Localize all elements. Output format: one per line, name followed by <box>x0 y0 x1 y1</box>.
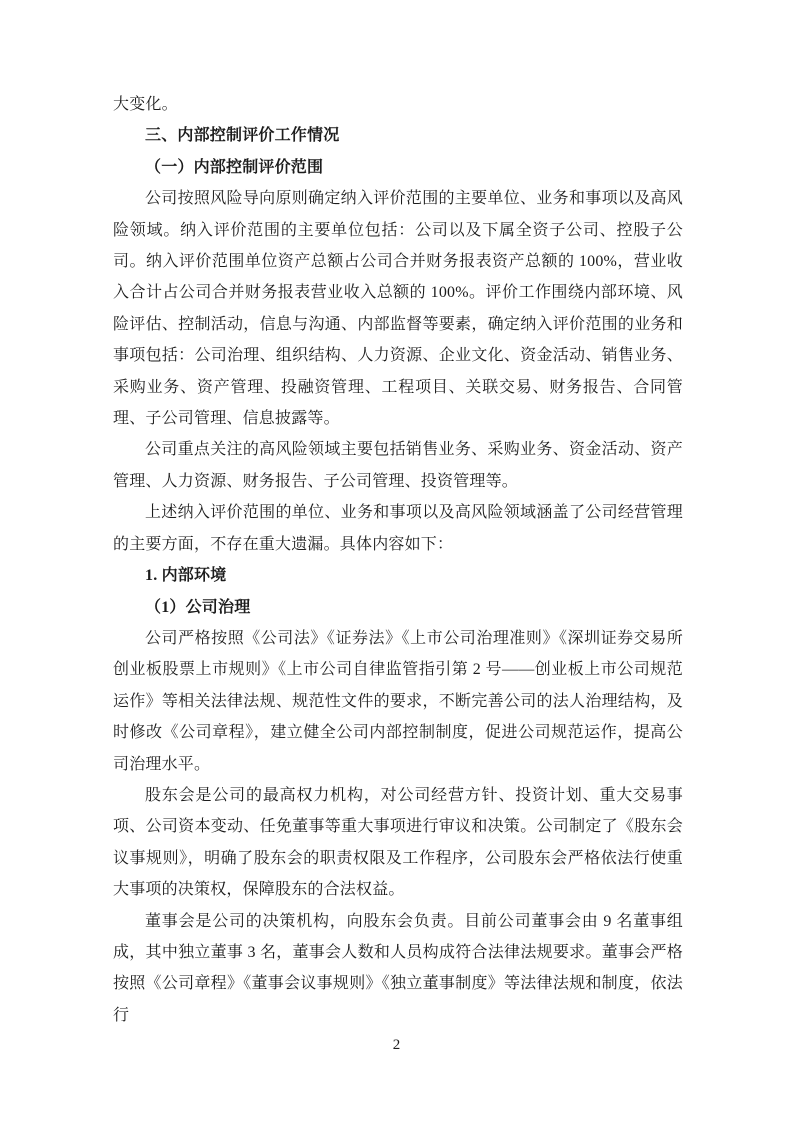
subsection-heading-governance: （1）公司治理 <box>145 598 251 616</box>
paragraph-coverage-statement: 上述纳入评价范围的单位、业务和事项以及高风险领域涵盖了公司经营管理的主要方面，不存在重大遗漏。具体内容如下： <box>113 504 683 553</box>
paragraph-shareholders-meeting: 股东会是公司的最高权力机构，对公司经营方针、投资计划、重大交易事项、公司资本变动、任免董事等重大事项进行审议和决策。公司制定了《股东会议事规则》，明确了股东会的职责权限及工作程序，公司股东会严格依法行使重大事项的决策权，保障股东的合法权益。 <box>113 786 683 899</box>
section-heading-level2: （一）内部控制评价范围 <box>145 158 324 176</box>
paragraph-continuation: 大变化。 <box>113 96 178 113</box>
paragraph-board-of-directors: 董事会是公司的决策机构，向股东会负责。目前公司董事会由 9 名董事组成，其中独立董事 3 名，董事会人数和人员构成符合法律法规要求。董事会严格按照《公司章程》《董事会议事规则》《独立董事制度》等法律法规和制度，依法行 <box>113 912 683 1024</box>
page-number: 2 <box>392 1037 401 1053</box>
section-heading-level1: 三、内部控制评价工作情况 <box>145 127 340 145</box>
document-body <box>113 89 683 1031</box>
paragraph-governance-laws: 公司严格按照《公司法》《证券法》《上市公司治理准则》《深圳证券交易所创业板股票上市规则》《上市公司自律监管指引第 2 号——创业板上市公司规范运作》等相关法律法规、规范性文件的要求，不断完善公司的法人治理结构，及时修改《公司章程》，建立健全公司内部控制制度，促进公司规范运作，提高公司治理水平。 <box>113 629 683 773</box>
paragraph-evaluation-scope: 公司按照风险导向原则确定纳入评价范围的主要单位、业务和事项以及高风险领域。纳入评价范围的主要单位包括：公司以及下属全资子公司、控股子公司。纳入评价范围单位资产总额占公司合并财务报表资产总额的 100%，营业收入合计占公司合并财务报表营业收入总额的 100%。评价工作围绕内部环境、风险评估、控制活动，信息与沟通、内部监督等要素，确定纳入评价范围的业务和事项包括：公司治理、组织结构、人力资源、企业文化、资金活动、销售业务、采购业务、资产管理、投融资管理、工程项目、关联交易、财务报告、合同管理、子公司管理、信息披露等。 <box>113 190 683 428</box>
subsection-heading-environment: 1. 内部环境 <box>145 567 227 585</box>
paragraph-high-risk-areas: 公司重点关注的高风险领域主要包括销售业务、采购业务、资金活动、资产管理、人力资源、财务报告、子公司管理、投资管理等。 <box>113 441 683 490</box>
